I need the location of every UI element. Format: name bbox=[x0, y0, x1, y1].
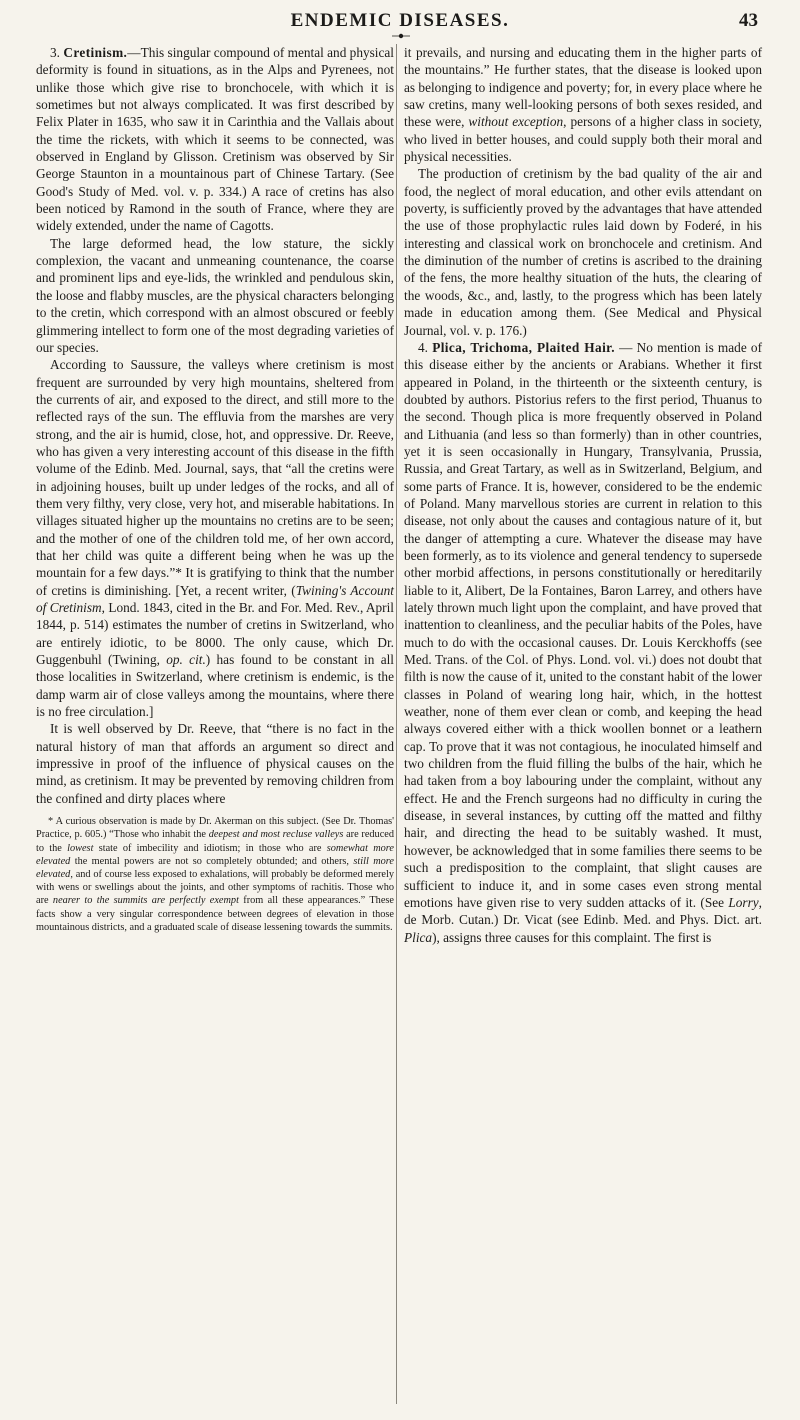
paragraph-physical-characters: The large deformed head, the low stature, the sickly complexion, the vacant and unmeaning countenance, the coarse and prominent lips and eye-lids, the wrinkled and pendulous skin, the loose and flabby muscles, are the physical characters belonging to the cretin, which correspond with an almost obscured or feebly glimmering intellect to form one of the most degrading varieties of our species. bbox=[36, 235, 394, 355]
section-number: 4. bbox=[418, 339, 428, 355]
footnote-emphasis: lowest bbox=[67, 842, 94, 854]
footnote-text: the mental powers are not so completely obtunded; and others, bbox=[70, 855, 354, 867]
footnote-text: state of imbecility and idiotism; in those who are bbox=[93, 842, 327, 854]
paragraph-text: , persons of a higher class in society, who lived in better houses, and could supply both their moral and physical necessities. bbox=[404, 114, 762, 165]
paragraph-text: , de Morb. Cutan.) Dr. Vicat (see Edinb. Med. and Phys. Dict. art. bbox=[404, 894, 762, 928]
paragraph-plica bbox=[404, 339, 762, 946]
page-number: 43 bbox=[739, 10, 758, 31]
section-title-plica: Plica, Trichoma, Plaited Hair. bbox=[432, 339, 615, 355]
paragraph-text: ), assigns three causes for this complaint. The first is bbox=[432, 929, 712, 945]
paragraph-text: ) has found to be constant in all those localities in Switzerland, where cretinism is endemic, is the damp warm air of close valleys among the mountains, where there is no free circulation.] bbox=[36, 652, 394, 720]
footnote-emphasis: somewhat more elevated bbox=[36, 842, 394, 867]
citation-author: Lorry bbox=[728, 894, 759, 910]
paragraph-saussure bbox=[36, 356, 394, 720]
citation-article: Plica bbox=[404, 929, 433, 945]
running-title: ENDEMIC DISEASES. bbox=[290, 10, 510, 31]
section-title-cretinism: Cretinism. bbox=[63, 45, 128, 60]
footnote-text: , and of course less exposed to exhalations, will probably be deformed merely with wens or swellings about the joints, and other symptoms of rachitis. Those who are bbox=[36, 868, 394, 907]
paragraph-text: According to Saussure, the valleys where cretinism is most frequent are surrounded by very high mountains, sheltered from the currents of air, and exposed to the direct, and still more to the reflected rays of the sun. The effluvia from the marshes are very strong, and the air is humid, close, hot, and oppressive. Dr. Reeve, who has given a very interesting account of this disease in the fifth volume of the Edinb. Med. Journal, says, that “all the cretins were in adjoining houses, built up under ledges of the rocks, and all of them very filthy, very close, very hot, and miserable habitations. In villages situated higher up the mountains no cretins are to be seen; and the mother of one of the children told me, of her own accord, that her child was quite a different being when he was up the mountain for a few days.”* It is gratifying to think that the number of cretins is diminishing. [Yet, a recent writer, ( bbox=[36, 357, 394, 598]
paragraph-cretinism-intro bbox=[36, 44, 394, 235]
right-column bbox=[404, 44, 762, 946]
citation-abbrev: op. cit. bbox=[166, 652, 206, 668]
column-divider bbox=[396, 44, 397, 1404]
left-column bbox=[36, 44, 394, 934]
paragraph-production-of-cretinism: The production of cretinism by the bad quality of the air and food, the neglect of moral education, and other evils attendant on poverty, is sufficiently proved by the advantages that have attended the use of those prophylactic rules laid down by Foderé, in his interesting and classical work on bronchocele and cretinism. And the diminution of the number of cretins is ascribed to the draining of the fens, the more healthy situation of the huts, the clearing of the woods, &c., and, lastly, to the progress which has been lately made in education among them. (See Medical and Physical Journal, vol. v. p. 176.) bbox=[404, 166, 762, 338]
section-number: 3. bbox=[50, 45, 60, 60]
footnote-emphasis: still more elevated bbox=[36, 855, 394, 880]
paragraph-text: —This singular compound of mental and physical deformity is found in situations, as in the Alps and Pyrenees, not unlike those which give rise to bronchocele, with which it is sometimes but not always complicated. It was first described by Felix Plater in 1635, who saw it in Carinthia and the Vallais about the time the rickets, with which it seems to be connected, was observed in England by Glisson. Cretinism was observed by Sir George Staunton in a mountainous part of Chinese Tartary. (See Good's Study of Med. vol. v. p. 334.) A race of cretins has also been noticed by Ramond in the south of France, where they are widely extended, under the name of Cagotts. bbox=[36, 45, 394, 234]
footnote-text: * A curious observation is made by Dr. Akerman on this subject. (See Dr. Thomas' Practice, p. 605.) “Those who inhabit the bbox=[36, 816, 394, 841]
footnote-emphasis: nearer to the summits are perfectly exempt bbox=[52, 895, 239, 907]
paragraph-continuation bbox=[404, 44, 762, 165]
emphasis: without exception bbox=[468, 114, 564, 130]
footnote bbox=[36, 815, 394, 934]
header-ornament-icon bbox=[392, 32, 410, 40]
citation-title: Twining's Account of Cretinism bbox=[36, 582, 395, 615]
paragraph-text: — No mention is made of this disease either by the ancients or Arabians. Whether it first appeared in Poland, in the thirteenth or the sixteenth century, is doubted by authors. Pistorius refers to the first period, Thuanus to the second. Though plica is more frequently observed in Poland and Lithuania (and less so than formerly) than in other countries, yet it is seen occasionally in Hungary, Transylvania, Prussia, Russia, and Great Tartary, as well as in Switzerland, Belgium, and some parts of France. It is, however, considered to be the endemic of Poland. Many marvellous stories are current in relation to this disease, not only about the causes and contagious nature of it, but the danger of attempting a cure. Whatever the disease may have been formerly, as to its violence and general tendency to supersede other morbid affections, in persons constitutionally or hereditarily liable to it, Alibert, De la Fontaines, Baron Larrey, and others have lately thrown much light upon the complaint, and have proved that inattention to cleanliness, and the peculiar habits of the Poles, have much to do with the occasional causes. Dr. Louis Kerckhoffs (see Med. Trans. of the Col. of Phys. Lond. vol. vi.) does not doubt that filth is now the cause of it, united to the constant habit of the lower classes in Poland of wearing long hair, which, in the hottest weather, none of them ever clean or comb, and keeping the head always covered either with a thick woollen bonnet or a leathern cap. To prove that it was not contagious, he inoculated himself and two children from the fluid filling the bulbs of the hair, which he had taken from a boy labouring under the complaint, without any effect. He and the French surgeons had no difficulty in curing the disease, in several instances, by cutting off the matted and filthy hair, and directing the head to be suitably washed. It must, however, be acknowledged that in some families there seems to be such a predisposition to the complaint, that slight causes are sufficient to induce it, and in some cases even strong mental emotions have given rise to very sudden attacks of it. (See bbox=[404, 339, 763, 910]
paragraph-text: it prevails, and nursing and educating them in the higher parts of the mountains.” He further states, that the disease is looked upon as belonging to indigence and poverty; for, in every place where he saw cretins, many well-looking persons of both sexes resided, and these were, bbox=[404, 45, 762, 130]
paragraph-reeve: It is well observed by Dr. Reeve, that “there is no fact in the natural history of man that affords an argument so direct and impressive in proof of the influence of physical causes on the mind, as cretinism. It may be prevented by removing children from the confined and dirty places where bbox=[36, 721, 394, 806]
footnote-text: are reduced to the bbox=[36, 829, 394, 854]
footnote-text: from all these appearances.” These facts show a very singular correspondence between degrees of elevation in those mountainous districts, and a graduated scale of disease lessening towards the summits. bbox=[36, 895, 394, 933]
footnote-emphasis: deepest and most recluse valleys bbox=[208, 829, 344, 841]
paragraph-text: , Lond. 1843, cited in the Br. and For. Med. Rev., April 1844, p. 514) estimates the number of cretins in Switzerland, who are entirely idiotic, to be 8000. The only cause, which Dr. Guggenbuhl (Twining, bbox=[36, 600, 394, 668]
